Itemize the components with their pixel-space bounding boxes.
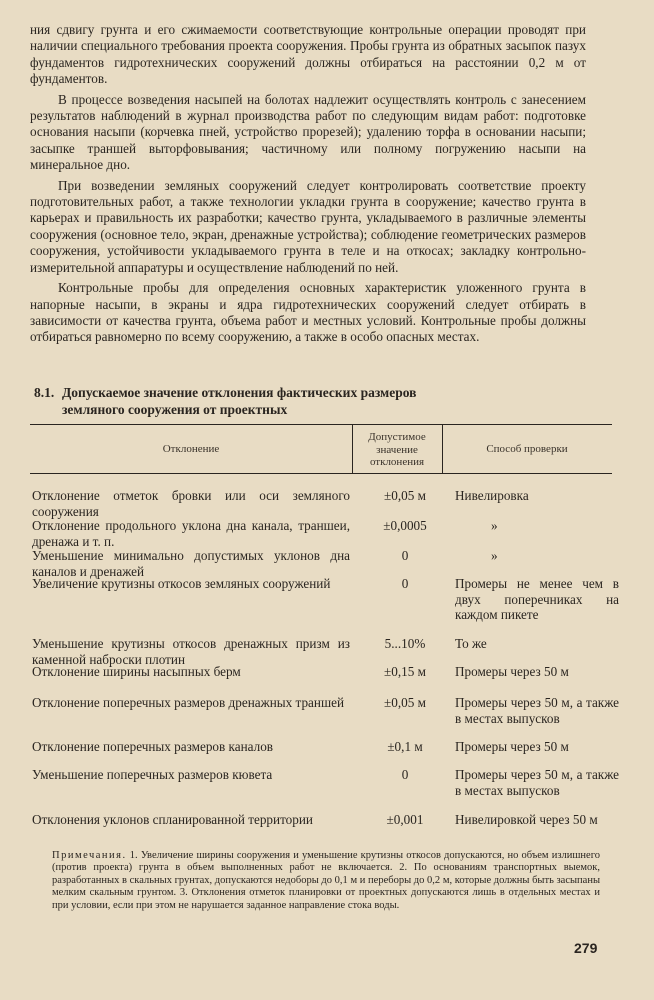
table-top-rule [30, 424, 612, 425]
body-text [30, 22, 586, 346]
row-deviation: Отклонение продольного уклона дна канала, траншеи, дренажа и т. п. [32, 518, 350, 549]
paragraph-2: В процессе возведения насыпей на болотах надлежит осуществлять контроль с занесением результатов наблюдений в журнал производства работ по следующим видам работ: подготовке основания насыпи (корчевка пней, устройство прорезей); удалению торфа в основании насыпи; засыпке траншей выторфовывания; частичному или полному погружению насыпи на минеральное дно. [30, 91, 586, 173]
row-method: То же [455, 636, 487, 651]
row-method: Промеры через 50 м, а также в местах выпусков [455, 695, 619, 726]
row-method: » [491, 548, 498, 563]
row-method: Промеры через 50 м, а также в местах выпусков [455, 767, 619, 798]
row-value: 0 [401, 548, 409, 563]
row-deviation: Отклонение ширины насыпных берм [32, 664, 241, 679]
row-method: Нивелировкой через 50 м [455, 812, 598, 827]
paragraph-1: ния сдвигу грунта и его сжимаемости соответствующие контрольные операции проводят при наличии специального требования проекта сооружения. Пробы грунта из обратных засыпок пазух фундаментов гидротехнических сооружений должны отбираться на расстоянии 0,2 м от фундаментов. [30, 22, 586, 87]
row-deviation: Уменьшение минимально допустимых уклонов дна каналов и дренажей [32, 548, 350, 579]
row-value: ±0,0005 [383, 518, 427, 533]
table-title [34, 384, 594, 418]
row-deviation: Увеличение крутизны откосов земляных сооружений [32, 576, 331, 591]
table-notes [52, 850, 600, 912]
notes-lead: Примечания. [52, 850, 127, 861]
row-deviation: Уменьшение поперечных размеров кювета [32, 767, 273, 782]
paragraph-3: При возведении земляных сооружений следует контролировать соответствие проекту подготовительных работ, а также технологии укладки грунта в сооружение; качество грунта в карьерах и правильность их разработки; качество грунта, укладываемого в различные элементы сооружения (основное тело, экран, дренажные устройства); соблюдение геометрических размеров сооружения, устойчивости укладываемого грунта в теле и на откосах; закладку контрольно-измерительной аппаратуры и осуществление наблюдений по ней. [30, 177, 586, 275]
row-value: ±0,1 м [387, 739, 423, 754]
row-value: ±0,05 м [384, 488, 426, 503]
row-method: Нивелировка [455, 488, 529, 503]
row-value: ±0,001 [386, 812, 424, 827]
row-method: » [491, 518, 498, 533]
header-deviation: Отклонение [162, 443, 220, 455]
row-deviation: Отклонение отметок бровки или оси земляного сооружения [32, 488, 350, 519]
page-number: 279 [574, 940, 598, 956]
row-method: Промеры не менее чем в двух поперечниках на каждом пикете [455, 576, 619, 622]
row-deviation: Отклонения уклонов спланированной территории [32, 812, 313, 827]
row-deviation: Уменьшение крутизны откосов дренажных призм из каменной наброски плотин [32, 636, 350, 667]
row-deviation: Отклонение поперечных размеров дренажных траншей [32, 695, 345, 710]
paragraph-4: Контрольные пробы для определения основных характеристик уложенного грунта в напорные насыпи, в экраны и ядра гидротехнических сооружений следует отбирать в зависимости от качества грунта, объема работ и местных условий. Контрольные пробы должны отбираться равномерно по всему сооружению, а также в особо опасных местах. [30, 280, 586, 345]
row-value: 5...10% [384, 636, 426, 651]
table-number: 8.1. [34, 385, 55, 400]
table-title-line1: Допускаемое значение отклонения фактических размеров [62, 385, 417, 400]
header-allowed-value: Допустимое значение отклонения [368, 431, 426, 468]
row-value: 0 [401, 767, 409, 782]
table-header-rule [30, 473, 612, 474]
row-value: 0 [401, 576, 409, 591]
row-method: Промеры через 50 м [455, 664, 569, 679]
table-title-line2: земляного сооружения от проектных [62, 402, 288, 417]
row-value: ±0,15 м [384, 664, 426, 679]
row-deviation: Отклонение поперечных размеров каналов [32, 739, 274, 754]
header-check-method: Способ проверки [486, 443, 568, 455]
notes-text: 1. Увеличение ширины сооружения и уменьшение крутизны откосов допускаются, но объем излишнего (против проекта) грунта в объем выполненных работ не включается. 2. По основаниям транспортных выемок, разработанных в скальных грунтах, допускаются недоборы до 0,1 м и переборы до 0,2 м, которые должны быть засыпаны мелким скальным грунтом. 3. Отклонения отметок планировки от проектных допускаются лишь в отдельных местах и при условии, если при этом не нарушается заданное направление стока воды. [52, 850, 600, 911]
row-method: Промеры через 50 м [455, 739, 569, 754]
row-value: ±0,05 м [384, 695, 426, 710]
